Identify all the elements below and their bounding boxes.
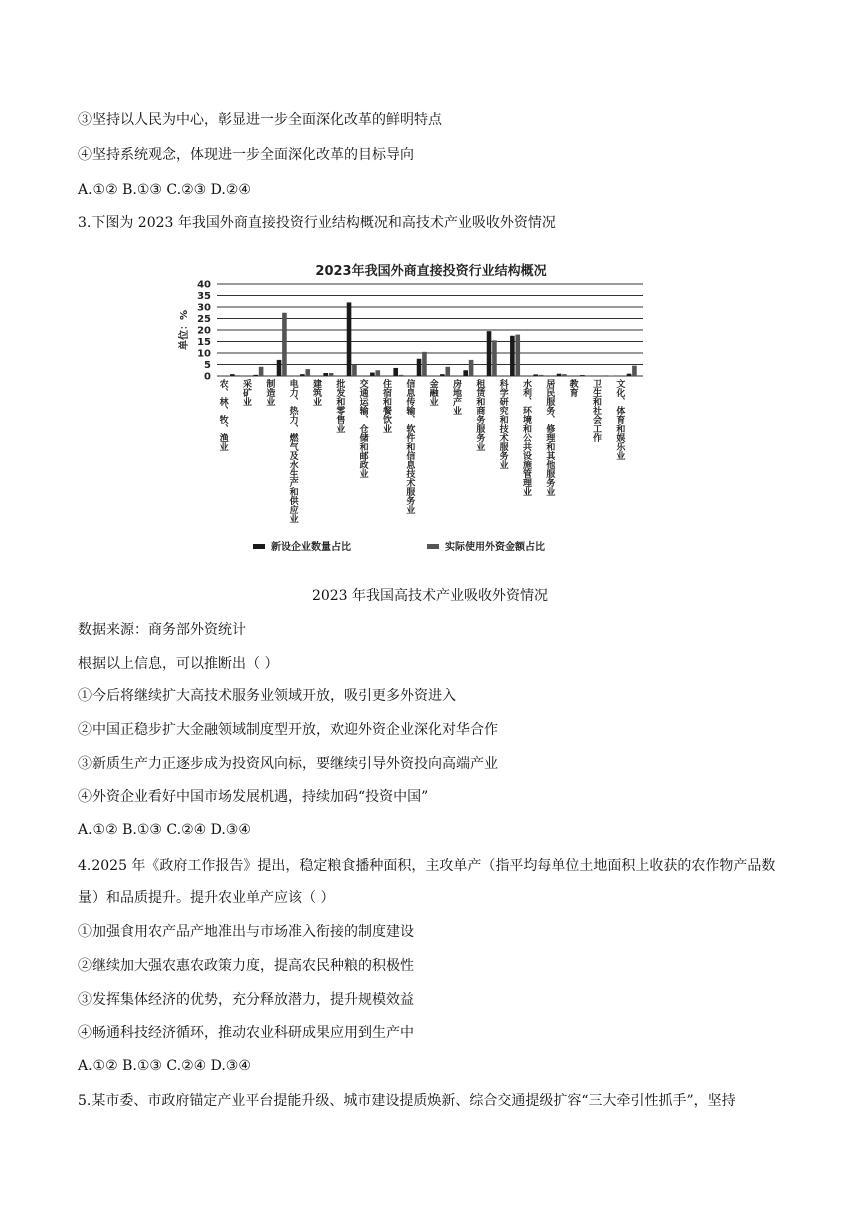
bar <box>370 373 375 376</box>
bar <box>562 374 567 376</box>
bar <box>422 352 427 376</box>
category-label: 卫生和社会工作 <box>591 379 601 442</box>
category-label: 文化、体育和娱乐业 <box>614 379 625 460</box>
bar <box>282 313 287 376</box>
question-4-stem: 4.2025 年《政府工作报告》提出，稳定粮食播种面积，主攻单产（指平均每单位土地面积上收获的农作物产品数量）和品质提升。提升农业单产应该（ ） <box>78 858 776 906</box>
bar <box>375 370 380 376</box>
bar <box>235 375 240 376</box>
category-label: 采矿业 <box>241 379 251 406</box>
bar <box>557 374 562 376</box>
category-label: 住宿和餐饮业 <box>381 379 391 433</box>
y-tick-label: 25 <box>197 314 211 325</box>
q3-option-1: ①今后将继续扩大高技术服务业领域开放，吸引更多外资进入 <box>78 688 456 704</box>
category-label: 建筑业 <box>311 379 321 406</box>
y-tick-label: 35 <box>197 291 211 302</box>
bar <box>347 302 352 376</box>
question-3-prompt: 根据以上信息，可以推断出（ ） <box>78 656 279 672</box>
bar <box>329 373 334 376</box>
chart-title: 2023年我国外商直接投资行业结构概况 <box>315 264 547 279</box>
category-label: 租赁和商务服务业 <box>474 379 485 451</box>
q4-option-3: ③发挥集体经济的优势，充分释放潜力，提升规模效益 <box>78 992 414 1008</box>
q4-option-1: ①加强食用农产品产地准出与市场准入衔接的制度建设 <box>78 924 414 940</box>
bar <box>352 365 357 377</box>
bar <box>230 374 235 376</box>
legend-label: 实际使用外资金额占比 <box>445 542 545 553</box>
bar <box>585 376 590 377</box>
category-label: 批发和零售业 <box>334 379 345 433</box>
q3-option-3: ③新质生产力正逐步成为投资风向标，要继续引导外资投向高端产业 <box>78 756 498 772</box>
bar <box>487 331 492 376</box>
category-label: 水利、环境和公共设施管理业 <box>521 379 531 496</box>
y-tick-label: 20 <box>197 325 211 337</box>
category-label: 制造业 <box>264 379 275 406</box>
q4-option-4: ④畅通科技经济循环，推动农业科研成果应用到生产中 <box>78 1025 414 1041</box>
legend-swatch <box>427 544 439 549</box>
bar <box>440 374 445 376</box>
y-tick-label: 0 <box>204 371 211 383</box>
bar <box>445 367 450 376</box>
option-3-text: ③坚持以人民为中心，彰显进一步全面深化改革的鲜明特点 <box>78 112 442 128</box>
answer-choices-q3: A.①② B.①③ C.②④ D.③④ <box>78 822 251 838</box>
question-3-stem: 3.下图为 2023 年我国外商直接投资行业结构概况和高技术产业吸收外资情况 <box>78 215 556 231</box>
bar <box>399 375 404 376</box>
q3-option-4: ④外资企业看好中国市场发展机遇，持续加码“投资中国” <box>78 789 429 805</box>
question-5-stem: 5.某市委、市政府锚定产业平台提能升级、城市建设提质焕新、综合交通提级扩容“三大牵引性抓手”，坚持 <box>78 1093 736 1109</box>
answer-choices-q2: A.①② B.①③ C.②③ D.②④ <box>78 182 251 198</box>
bar <box>305 369 310 376</box>
bar <box>609 376 614 377</box>
bar <box>627 374 632 376</box>
category-label: 金融业 <box>427 379 438 406</box>
y-tick-label: 40 <box>197 279 211 291</box>
option-4-text: ④坚持系统观念，体现进一步全面深化改革的目标导向 <box>78 147 414 163</box>
category-label: 交通运输、仓储和邮政业 <box>357 379 368 478</box>
q3-option-2: ②中国正稳步扩大金融领域制度型开放，欢迎外资企业深化对华合作 <box>78 722 498 738</box>
bar <box>463 370 468 376</box>
category-label: 农、林、牧、渔业 <box>217 379 228 451</box>
bar <box>277 360 282 376</box>
bar <box>300 374 305 376</box>
figure-caption: 2023 年我国高技术产业吸收外资情况 <box>311 588 549 604</box>
bar <box>539 375 544 376</box>
fdi-industry-bar-chart <box>165 249 697 571</box>
bar <box>253 375 258 376</box>
category-label: 信息传输、软件和信息技术服务业 <box>404 379 415 514</box>
y-axis-label: 单位：% <box>179 309 190 350</box>
legend-swatch <box>253 544 265 549</box>
bar <box>580 375 585 376</box>
bar <box>469 360 474 376</box>
y-tick-label: 30 <box>197 302 211 314</box>
category-label: 居民服务、修理和其他服务业 <box>544 379 555 496</box>
q4-option-2: ②继续加大强农惠农政策力度，提高农民种粮的积极性 <box>78 958 414 974</box>
bar <box>393 368 398 376</box>
bar <box>259 367 264 376</box>
bar <box>510 336 515 376</box>
y-tick-label: 10 <box>197 348 211 360</box>
y-tick-label: 15 <box>197 337 211 348</box>
bar <box>632 366 637 376</box>
bar <box>515 335 520 376</box>
category-label: 教育 <box>567 379 578 397</box>
data-source: 数据来源：商务部外资统计 <box>78 622 246 638</box>
category-label: 电力、热力、燃气及水生产和供应业 <box>287 379 298 523</box>
bar <box>533 374 538 376</box>
legend-label: 新设企业数量占比 <box>271 542 351 553</box>
bar <box>492 340 497 376</box>
bar <box>603 376 608 377</box>
category-label: 房地产业 <box>451 379 461 415</box>
category-label: 科学研究和技术服务业 <box>497 379 508 469</box>
y-tick-label: 5 <box>204 360 211 371</box>
answer-choices-q4: A.①② B.①③ C.②④ D.③④ <box>78 1058 251 1074</box>
bar <box>323 373 328 376</box>
bar <box>417 359 422 376</box>
